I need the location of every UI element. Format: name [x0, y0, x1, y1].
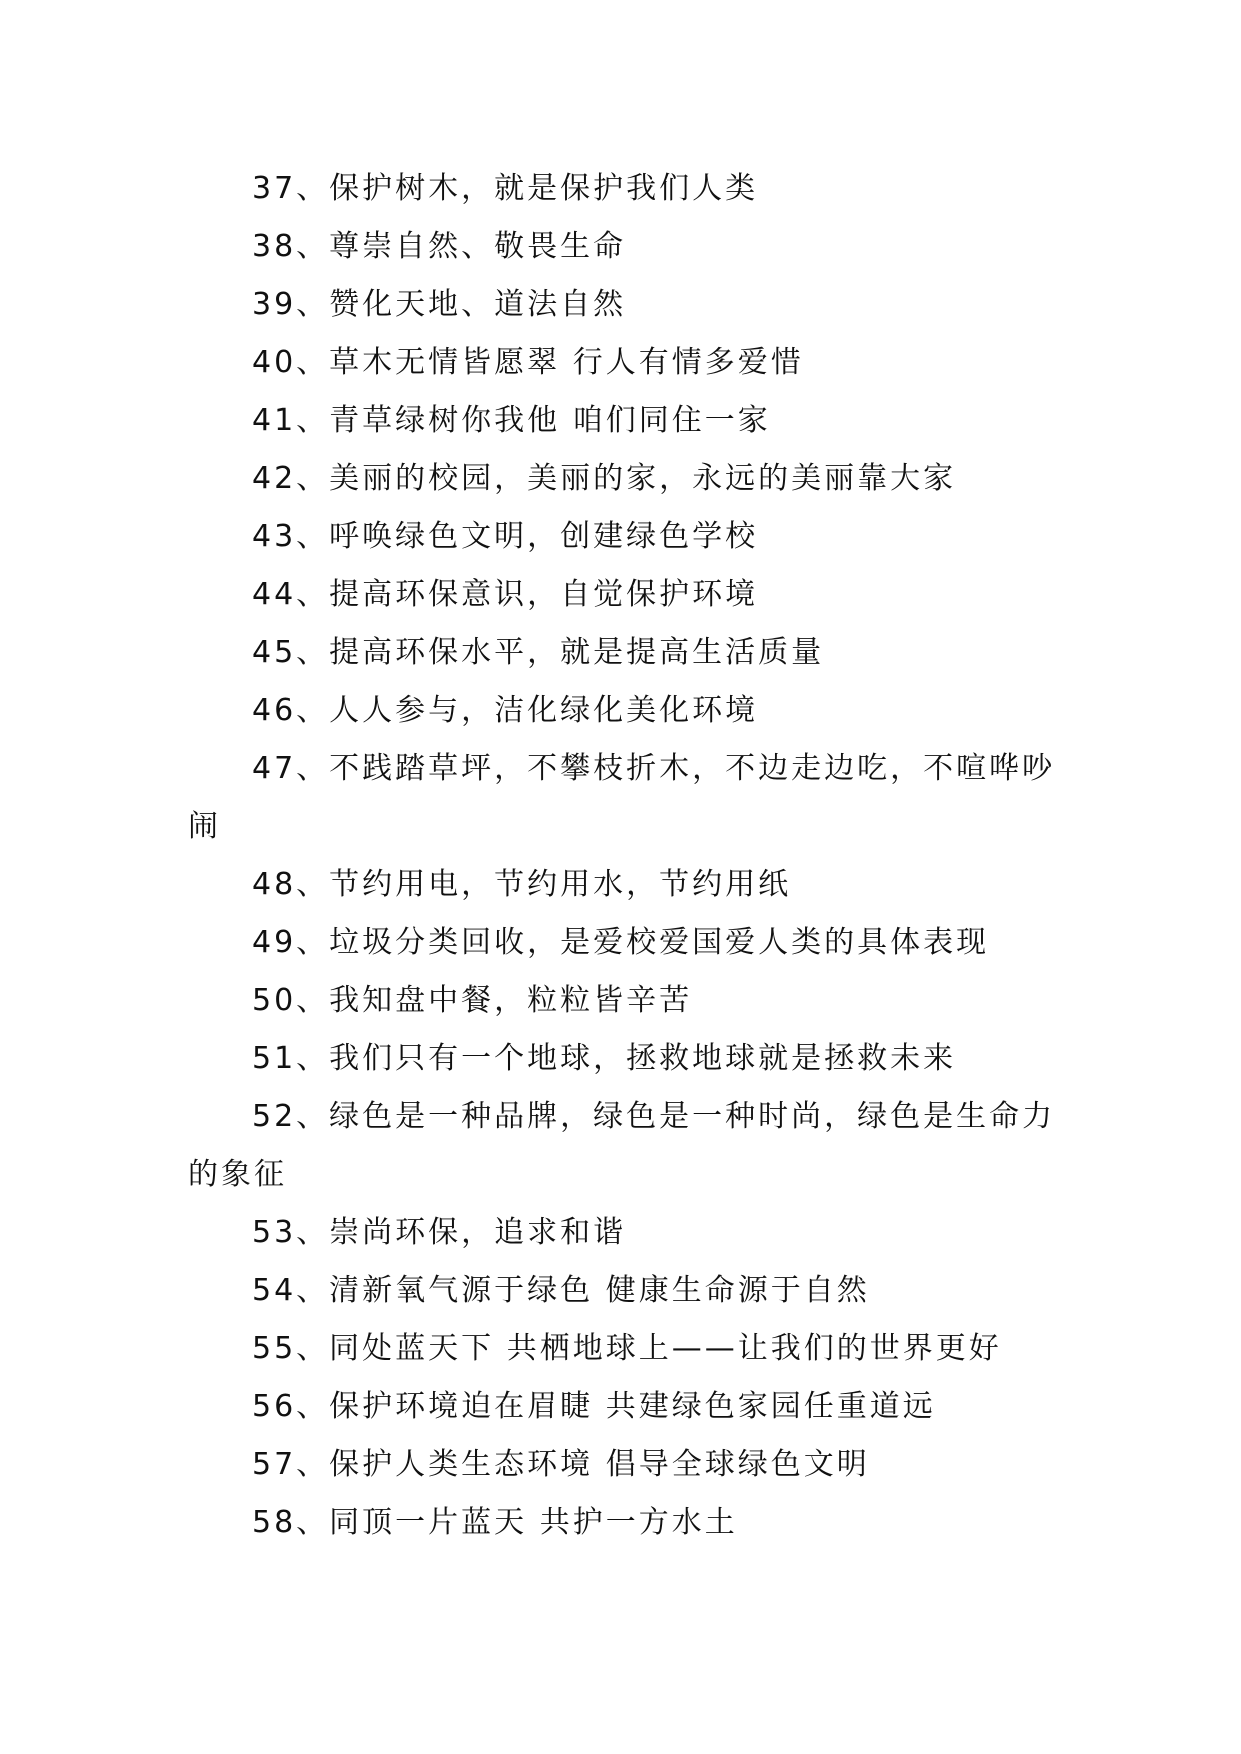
slogan-47: 47、不践踏草坪，不攀枝折木，不边走边吃，不喧哗吵	[252, 751, 1056, 786]
slogan-47-continuation: 闹	[188, 809, 221, 844]
slogan-50: 50、我知盘中餐，粒粒皆辛苦	[252, 983, 693, 1018]
slogan-44: 44、提高环保意识，自觉保护环境	[252, 577, 759, 612]
slogan-58: 58、同顶一片蓝天 共护一方水土	[252, 1505, 738, 1540]
slogan-49: 49、垃圾分类回收，是爱校爱国爱人类的具体表现	[252, 925, 990, 960]
slogan-52: 52、绿色是一种品牌，绿色是一种时尚，绿色是生命力	[252, 1099, 1056, 1134]
slogan-54: 54、清新氧气源于绿色 健康生命源于自然	[252, 1273, 870, 1308]
slogan-51: 51、我们只有一个地球，拯救地球就是拯救未来	[252, 1041, 957, 1076]
slogan-48: 48、节约用电，节约用水，节约用纸	[252, 867, 792, 902]
slogan-56: 56、保护环境迫在眉睫 共建绿色家园任重道远	[252, 1389, 936, 1424]
slogan-43: 43、呼唤绿色文明，创建绿色学校	[252, 519, 759, 554]
slogan-55: 55、同处蓝天下 共栖地球上——让我们的世界更好	[252, 1331, 1002, 1366]
slogan-37: 37、保护树木，就是保护我们人类	[252, 171, 759, 206]
slogan-40: 40、草木无情皆愿翠 行人有情多爱惜	[252, 345, 804, 380]
slogan-57: 57、保护人类生态环境 倡导全球绿色文明	[252, 1447, 870, 1482]
slogan-45: 45、提高环保水平，就是提高生活质量	[252, 635, 825, 670]
slogan-42: 42、美丽的校园，美丽的家，永远的美丽靠大家	[252, 461, 957, 496]
slogan-53: 53、崇尚环保，追求和谐	[252, 1215, 627, 1250]
slogan-46: 46、人人参与，洁化绿化美化环境	[252, 693, 759, 728]
slogan-38: 38、尊崇自然、敬畏生命	[252, 229, 627, 264]
document-body	[188, 160, 1056, 1552]
slogan-41: 41、青草绿树你我他 咱们同住一家	[252, 403, 771, 438]
slogan-52-continuation: 的象征	[188, 1157, 287, 1192]
slogan-39: 39、赞化天地、道法自然	[252, 287, 627, 322]
